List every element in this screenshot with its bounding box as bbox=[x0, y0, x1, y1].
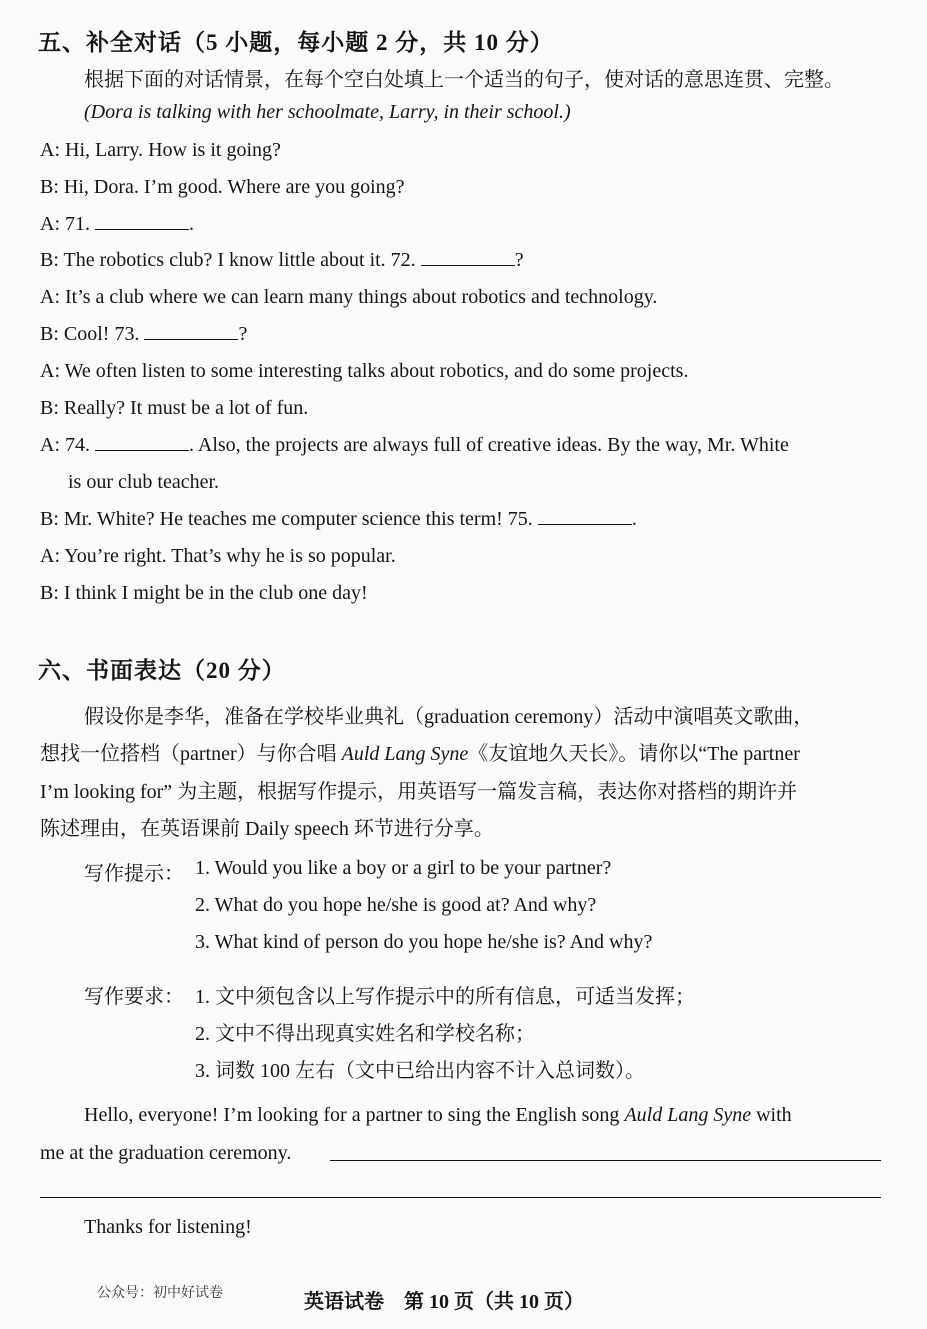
dialogue-context: (Dora is talking with her schoolmate, Larry, in their school.) bbox=[84, 101, 571, 123]
hint-item: 3. What kind of person do you hope he/she is? And why? bbox=[195, 931, 653, 953]
requirement-item: 3. 词数 100 左右（文中已给出内容不计入总词数）。 bbox=[195, 1060, 645, 1082]
dialogue-line-73: B: Cool! 73. ? bbox=[40, 323, 248, 345]
dialogue-line: A: You’re right. That’s why he is so popular. bbox=[40, 545, 396, 567]
hint-item: 1. Would you like a boy or a girl to be your partner? bbox=[195, 857, 612, 879]
prompt-paragraph: I’m looking for” 为主题，根据写作提示，用英语写一篇发言稿，表达你对搭档的期许并 bbox=[40, 781, 798, 803]
dialogue-line: B: I think I might be in the club one day! bbox=[40, 582, 368, 604]
essay-closing: Thanks for listening! bbox=[84, 1216, 252, 1238]
requirement-item: 1. 文中须包含以上写作提示中的所有信息，可适当发挥； bbox=[195, 986, 695, 1008]
dialogue-line-72: B: The robotics club? I know little about it. 72. ? bbox=[40, 249, 524, 271]
dialogue-line-71: A: 71. . bbox=[40, 213, 194, 235]
answer-blank-74[interactable] bbox=[95, 434, 189, 451]
essay-opening: Hello, everyone! I’m looking for a partner to sing the English song Auld Lang Syne with bbox=[84, 1104, 792, 1126]
dialogue-line: A: It’s a club where we can learn many things about robotics and technology. bbox=[40, 286, 658, 308]
prompt-paragraph: 陈述理由，在英语课前 Daily speech 环节进行分享。 bbox=[40, 818, 494, 840]
dialogue-line: A: Hi, Larry. How is it going? bbox=[40, 139, 281, 161]
dialogue-line: is our club teacher. bbox=[68, 471, 220, 493]
page-footer: 英语试卷 第 10 页（共 10 页） bbox=[304, 1291, 584, 1313]
dialogue-line: B: Hi, Dora. I’m good. Where are you going? bbox=[40, 176, 405, 198]
writing-line[interactable] bbox=[330, 1160, 881, 1161]
hints-label: 写作提示： bbox=[84, 863, 184, 885]
prompt-paragraph: 想找一位搭档（partner）与你合唱 Auld Lang Syne《友谊地久天长》。请你以“The partner bbox=[40, 743, 800, 765]
prompt-paragraph: 假设你是李华，准备在学校毕业典礼（graduation ceremony）活动中演唱英文歌曲， bbox=[84, 706, 814, 728]
requirement-item: 2. 文中不得出现真实姓名和学校名称； bbox=[195, 1023, 535, 1045]
essay-opening-line2: me at the graduation ceremony. bbox=[40, 1142, 292, 1164]
requirements-label: 写作要求： bbox=[84, 986, 184, 1008]
watermark: 公众号：初中好试卷 bbox=[97, 1286, 223, 1301]
answer-blank-72[interactable] bbox=[421, 249, 515, 266]
answer-blank-73[interactable] bbox=[144, 323, 238, 340]
dialogue-line-74: A: 74. . Also, the projects are always full of creative ideas. By the way, Mr. White bbox=[40, 434, 789, 456]
dialogue-line: A: We often listen to some interesting talks about robotics, and do some projects. bbox=[40, 360, 689, 382]
answer-blank-71[interactable] bbox=[95, 213, 189, 230]
section5-title: 五、补全对话（5 小题，每小题 2 分，共 10 分） bbox=[38, 30, 554, 55]
dialogue-line-75: B: Mr. White? He teaches me computer science this term! 75. . bbox=[40, 508, 637, 530]
hint-item: 2. What do you hope he/she is good at? And why? bbox=[195, 894, 597, 916]
writing-line[interactable] bbox=[40, 1197, 881, 1198]
section6-title: 六、书面表达（20 分） bbox=[38, 658, 286, 683]
section5-instruction: 根据下面的对话情景，在每个空白处填上一个适当的句子，使对话的意思连贯、完整。 bbox=[84, 69, 844, 91]
dialogue-line: B: Really? It must be a lot of fun. bbox=[40, 397, 309, 419]
answer-blank-75[interactable] bbox=[538, 508, 632, 525]
